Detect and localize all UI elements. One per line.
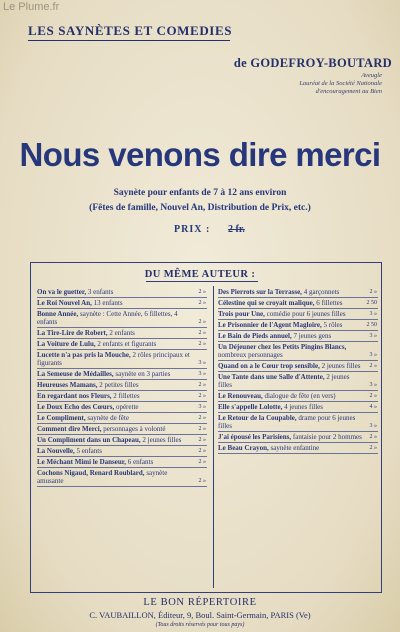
entry-cast: saynète enfantine	[268, 444, 320, 452]
catalog-entry	[37, 287, 207, 298]
catalog-entry	[218, 320, 378, 331]
entry-price: 2 »	[198, 341, 206, 347]
author-name: de GODEFROY-BOUTARD	[233, 56, 392, 70]
entry-price: 2 »	[198, 300, 206, 306]
entry-title: Le Prisonnier de l'Agent Magloire,	[218, 321, 322, 329]
entry-cast: comédie pour 6 jeunes filles	[264, 310, 346, 318]
catalog-entry	[37, 413, 207, 424]
catalog-entry	[218, 361, 378, 372]
entry-cast: 7 jeunes gens	[291, 332, 332, 340]
entry-cast: saynète amusante	[37, 469, 168, 485]
entry-price: 2 »	[369, 434, 377, 440]
entry-price: 2 »	[198, 448, 206, 454]
entry-price: 2 »	[369, 393, 377, 399]
entry-title: La Tire-Lire de Robert,	[37, 329, 108, 337]
catalog-heading: DU MÊME AUTEUR :	[144, 269, 256, 280]
entry-title: On va le guetter,	[37, 288, 87, 296]
entry-price: 2 »	[198, 382, 206, 388]
entry-cast: 6 fillettes	[314, 299, 343, 307]
entry-title: Le Compliment,	[37, 414, 86, 422]
entry-price: 3 »	[198, 360, 206, 366]
entry-cast: opérette	[114, 403, 139, 411]
catalog-entry	[218, 391, 378, 402]
entry-price: 2 »	[198, 426, 206, 432]
catalog-right-column	[218, 287, 378, 454]
entry-cast: 13 enfants	[91, 299, 123, 307]
catalog-entry	[37, 380, 207, 391]
entry-cast: 5 enfants	[74, 447, 102, 455]
author-note-3: d'encouragement au Bien	[315, 88, 382, 95]
column-divider	[213, 286, 214, 588]
author-note-1: Aveugle	[361, 72, 382, 79]
entry-price: 2 50	[366, 300, 377, 306]
subtitle: Saynète pour enfants de 7 à 12 ans environ	[113, 188, 287, 198]
catalog-entry	[37, 328, 207, 339]
entry-title: Des Pierrots sur la Terrasse,	[218, 288, 302, 296]
publisher-name: LE BON RÉPERTOIRE	[143, 597, 257, 608]
entry-price: 2 »	[198, 478, 206, 484]
entry-price: 3 »	[369, 423, 377, 429]
entry-cast: 2 enfants	[107, 329, 135, 337]
entry-title: La Voiture de Lulu,	[37, 340, 96, 348]
entry-title: La Semeuse de Médailles,	[37, 370, 114, 378]
entry-price: 2 50	[366, 322, 377, 328]
entry-title: Le Renouveau,	[218, 392, 263, 400]
play-title: Nous venons dire merci	[19, 136, 381, 173]
entry-price: 3 »	[369, 352, 377, 358]
catalog-entry	[218, 443, 378, 454]
author-note-2: Lauréat de la Société Nationale	[299, 80, 382, 87]
entry-price: 4 »	[369, 404, 377, 410]
entry-title: Un Déjeuner chez les Petits Pingins Blancs,	[218, 343, 347, 351]
entry-title: Comment dire Merci,	[37, 425, 102, 433]
catalog-entry	[218, 413, 378, 432]
entry-price: 2 »	[198, 330, 206, 336]
entry-price: 3 »	[198, 404, 206, 410]
entry-cast: 2 enfants et figurants	[95, 340, 157, 348]
entry-cast: saynète de fête	[85, 414, 129, 422]
entry-title: Le Retour de la Coupable,	[218, 414, 297, 422]
entry-price: 2 »	[369, 445, 377, 451]
subtitle-occasions: (Fêtes de famille, Nouvel An, Distribution de Prix, etc.)	[89, 203, 311, 213]
entry-cast: dialogue de fête (en vers)	[262, 392, 336, 400]
catalog-entry	[37, 457, 207, 468]
entry-cast: drame pour 6 jeunes filles	[218, 414, 356, 430]
entry-price: 2 »	[198, 415, 206, 421]
entry-price: 2 »	[198, 289, 206, 295]
entry-title: J'ai épousé les Parisiens,	[218, 433, 292, 441]
entry-price: 3 »	[198, 371, 206, 377]
entry-title: Le Doux Echo des Cœurs,	[37, 403, 115, 411]
entry-cast: nombreux personnages	[218, 351, 283, 359]
catalog-entry	[218, 402, 378, 413]
catalog-entry	[37, 298, 207, 309]
catalog-entry	[218, 432, 378, 443]
rights-notice: (Tous droits réservés pour tous pays)	[155, 622, 245, 628]
entry-cast: 2 rôles principaux et figurants	[37, 351, 190, 367]
entry-price: 2 »	[198, 437, 206, 443]
entry-title: En regardant nos Fleurs,	[37, 392, 112, 400]
entry-cast: 2 jeunes filles	[218, 373, 350, 389]
entry-cast: 4 jeunes filles	[282, 403, 323, 411]
entry-cast: saynète en 3 parties	[113, 370, 171, 378]
entry-title: Une Tante dans une Salle d'Attente,	[218, 373, 325, 381]
entry-cast: 5 rôles	[321, 321, 343, 329]
entry-cast: fantaisie pour 2 hommes	[291, 433, 362, 441]
entry-title: Le Méchant Mimi le Danseur,	[37, 458, 126, 466]
catalog-entry	[37, 339, 207, 350]
series-title: LES SAYNÈTES ET COMEDIES	[28, 23, 233, 38]
catalog-entry	[218, 331, 378, 342]
catalog-entry	[37, 309, 207, 328]
entry-cast: personnages à volonté	[101, 425, 166, 433]
entry-cast: 2 petites filles	[97, 381, 139, 389]
watermark: Le Plume.fr	[3, 1, 60, 13]
entry-title: Le Bain de Pieds annuel,	[218, 332, 292, 340]
entry-price: 2 »	[198, 319, 206, 325]
catalog-entry	[37, 391, 207, 402]
catalog-entry	[37, 468, 207, 487]
entry-title: Le Roi Nouvel An,	[37, 299, 92, 307]
entry-title: Bonne Année,	[37, 310, 79, 318]
entry-price: 3 »	[369, 382, 377, 388]
catalog-left-column	[37, 287, 207, 487]
entry-title: Quand on a le Cœur trop sensible,	[218, 362, 320, 370]
entry-cast: 6 enfants	[125, 458, 154, 466]
entry-title: Elle s'appelle Lolotte,	[218, 403, 283, 411]
entry-price: 2 »	[198, 459, 206, 465]
entry-title: Lucette n'a pas pris la Mouche,	[37, 351, 131, 359]
catalog-entry	[37, 350, 207, 369]
entry-cast: 2 jeunes filles	[319, 362, 361, 370]
series-underline	[28, 40, 230, 41]
entry-cast: 3 enfants	[86, 288, 114, 296]
entry-title: La Nouvelle,	[37, 447, 75, 455]
catalog-entry	[37, 446, 207, 457]
entry-price: 2 »	[369, 289, 377, 295]
entry-title: Cochons Nigaud, Renard Roublard,	[37, 469, 145, 477]
entry-title: Un Compliment dans un Chapeau,	[37, 436, 141, 444]
entry-price: 2 »	[198, 393, 206, 399]
catalog-entry	[218, 309, 378, 320]
catalog-entry	[218, 287, 378, 298]
entry-title: Trois pour Une,	[218, 310, 265, 318]
catalog-entry	[37, 402, 207, 413]
publisher-address: C. VAUBAILLON, Éditeur, 9, Boul. Saint-Germain, PARIS (Ve)	[89, 610, 311, 620]
price-value: 2 fr.	[228, 224, 245, 235]
entry-price: 3 »	[369, 311, 377, 317]
entry-title: Célestine qui se croyait malique,	[218, 299, 315, 307]
entry-cast: saynète : Cette Année, 6 fillettes, 4 enfants	[37, 310, 178, 326]
entry-title: Le Beau Crayon,	[218, 444, 269, 452]
entry-price: 2 »	[369, 363, 377, 369]
catalog-entry	[218, 372, 378, 391]
catalog-entry	[37, 369, 207, 380]
entry-cast: 2 jeunes filles	[140, 436, 182, 444]
entry-cast: 4 garçonnets	[301, 288, 340, 296]
catalog-entry	[218, 298, 378, 309]
catalog-entry	[218, 342, 378, 361]
catalog-entry	[37, 424, 207, 435]
entry-price: 3 »	[369, 333, 377, 339]
price-label: PRIX :	[174, 224, 211, 235]
entry-cast: 2 fillettes	[111, 392, 140, 400]
catalog-heading-underline	[146, 281, 258, 282]
entry-title: Heureuses Mamans,	[37, 381, 98, 389]
catalog-entry	[37, 435, 207, 446]
